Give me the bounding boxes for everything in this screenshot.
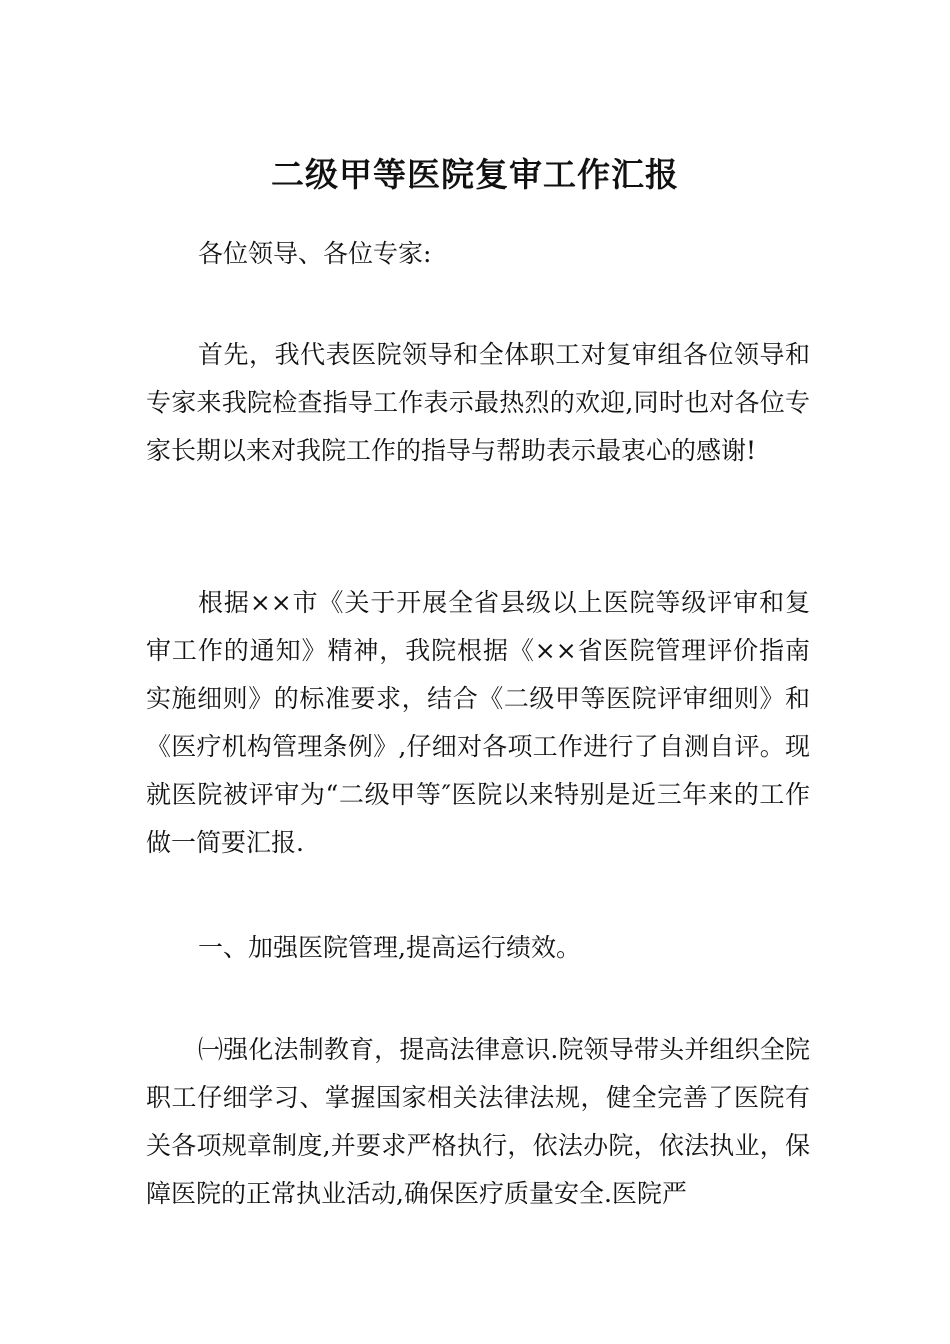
basis-paragraph: 根据××市《关于开展全省县级以上医院等级评审和复审工作的通知》精神，我院根据《××省医院管理评价指南实施细则》的标准要求，结合《二级甲等医院评审细则》和《医疗机构管理条例》,仔细对各项工作进行了自测自评。现就医院被评审为“二级甲等″医院以来特别是近三年来的工作做一简要汇报. — [146, 588, 810, 857]
section-1-item-1-paragraph: ㈠强化法制教育，提高法律意识.院领导带头并组织全院职工仔细学习、掌握国家相关法律法规，健全完善了医院有关各项规章制度,并要求严格执行，依法办院，依法执业，保障医院的正常执业活动,确保医疗质量安全.医院严 — [146, 1035, 810, 1208]
section-heading-1: 一、加强医院管理,提高运行绩效。 — [198, 933, 581, 962]
salutation-paragraph: 各位领导、各位专家: — [198, 239, 432, 268]
intro-paragraph: 首先，我代表医院领导和全体职工对复审组各位领导和专家来我院检查指导工作表示最热烈的欢迎,同时也对各位专家长期以来对我院工作的指导与帮助表示最衷心的感谢! — [146, 340, 810, 465]
document-title: 二级甲等医院复审工作汇报 — [271, 155, 679, 195]
